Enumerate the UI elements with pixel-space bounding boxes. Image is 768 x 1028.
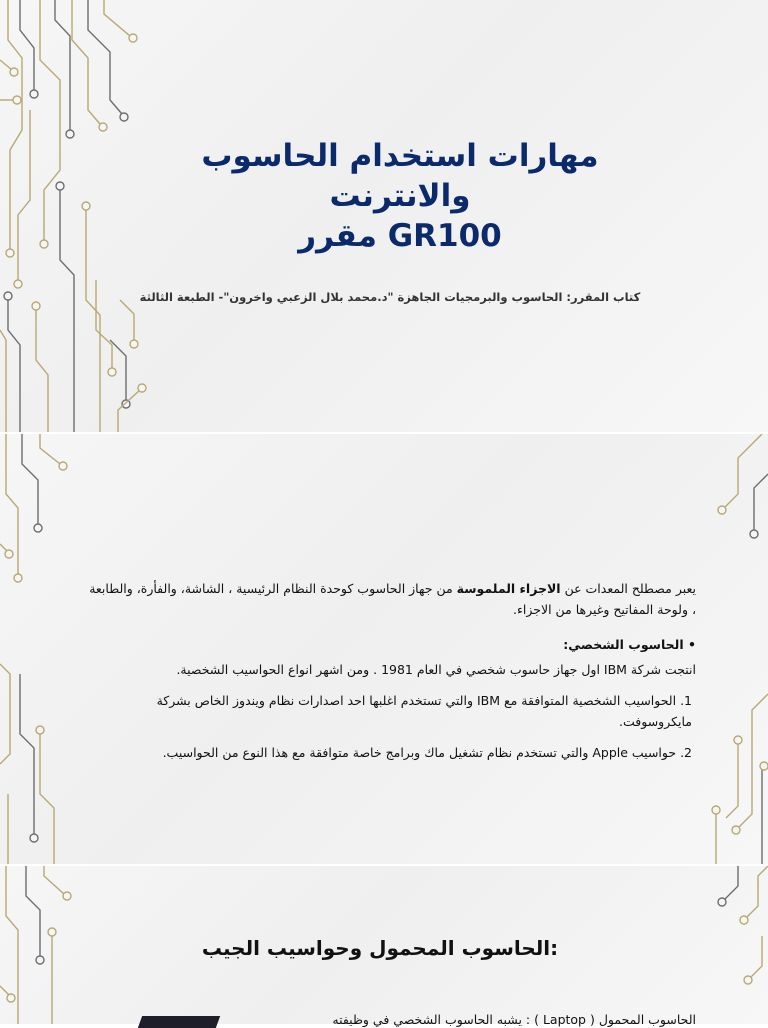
definition-end: من جهاز الحاسوب كوحدة النظام الرئيسية ، الشاشة، والفأرة، والطابعة ، ولوحة المفاتيح وغيرها من الاجزاء. <box>89 581 696 617</box>
laptop-image-fragment <box>138 1016 220 1028</box>
definition-start: يعبر مصطلح المعدات عن <box>560 581 696 596</box>
hardware-definition <box>88 578 696 620</box>
list-text-1: الحواسيب الشخصية المتوافقة مع IBM والتي تستخدم اغلبها احد اصدارات نظام ويندوز الخاص بشركة مايكروسوفت. <box>156 693 692 729</box>
bullet-personal-computer <box>88 634 696 655</box>
hardware-body-text <box>88 578 696 763</box>
textbook-subtitle: كتاب المقرر: الحاسوب والبرمجيات الجاهزة "د.محمد بلال الزعبي واخرون"- الطبعة الثالثة <box>139 290 641 304</box>
list-number-1: 1. <box>680 693 692 708</box>
laptop-section-title: الحاسوب المحمول وحواسيب الجيب: <box>201 936 559 960</box>
title-line-2: مقرر GR100 <box>298 218 502 254</box>
pc-description: انتجت شركة IBM اول جهاز حاسوب شخصي في العام 1981 . ومن اشهر انواع الحواسيب الشخصية. <box>176 662 696 677</box>
circuit-decoration-left <box>0 434 80 864</box>
circuit-decoration-right <box>698 866 768 1024</box>
list-item-2 <box>88 742 696 763</box>
presentation-title <box>150 136 650 256</box>
list-text-2: حواسيب Apple والتي تستخدم نظام تشغيل ماك وبرامج خاصة متوافقة مع هذا النوع من الحواسيب. <box>162 745 677 760</box>
bullet-marker: • <box>688 637 696 652</box>
title-line-1: مهارات استخدام الحاسوب والانترنت <box>201 138 599 214</box>
bullet-heading: الحاسوب الشخصي: <box>563 637 684 652</box>
circuit-decoration-left <box>0 866 80 1024</box>
definition-bold-term: الاجزاء الملموسة <box>456 581 561 596</box>
slide-title <box>0 0 768 432</box>
circuit-decoration-right <box>698 434 768 864</box>
circuit-decoration-left <box>0 0 150 432</box>
list-number-2: 2. <box>680 745 692 760</box>
laptop-partial-text: الحاسوب المحمول ( Laptop ) : يشبه الحاسوب الشخصي في وظيفته <box>332 1012 696 1027</box>
list-item-1 <box>88 690 696 732</box>
